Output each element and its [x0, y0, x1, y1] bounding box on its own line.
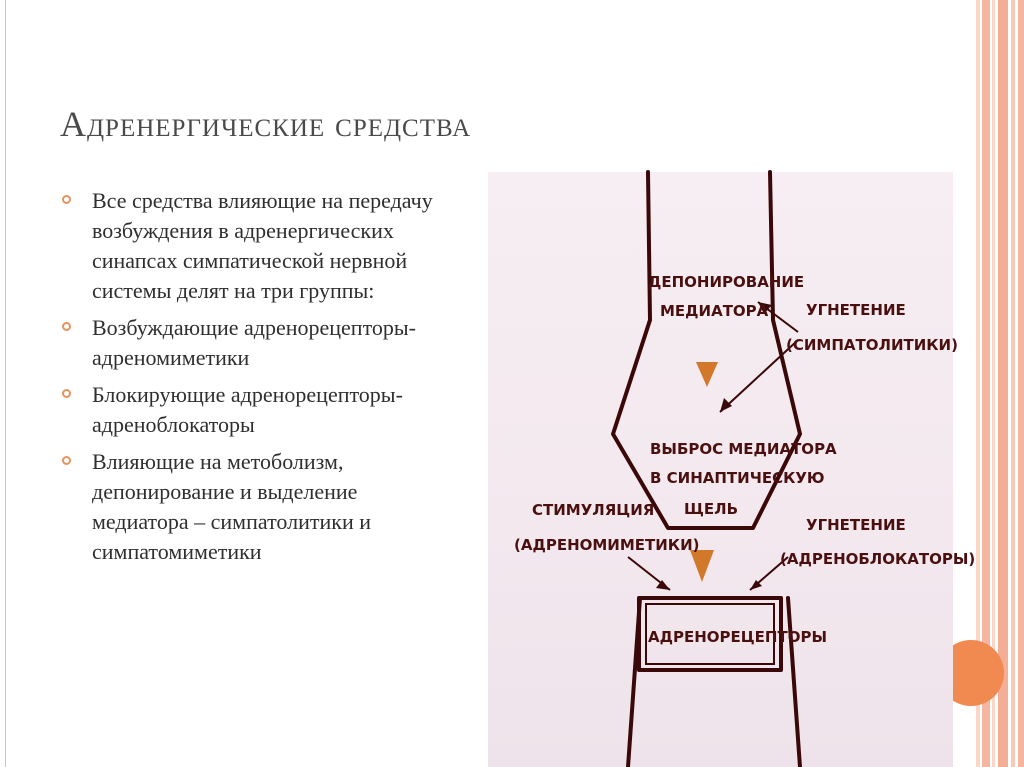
bullet-list: [62, 186, 457, 574]
slide-title: Адренергические средства: [60, 104, 472, 144]
release-label-2: В СИНАПТИЧЕСКУЮ: [650, 469, 825, 487]
bullet-item: [62, 380, 457, 440]
bullet-item: [62, 313, 457, 373]
left-frame-line: [5, 0, 6, 767]
bullet-text: Влияющие на метоболизм, депонирование и выделение медиатора – симпатолитики и симпатомиметики: [92, 449, 371, 564]
receptors-label: АДРЕНОРЕЦЕПТОРЫ: [648, 628, 827, 646]
synapse-diagram-photo: [488, 172, 976, 767]
bullet-item: [62, 447, 457, 567]
stimulation-label-2: (АДРЕНОМИМЕТИКИ): [514, 536, 700, 554]
bullet-text: Возбуждающие адренорецепторы- адреномиметики: [92, 315, 417, 370]
inhibition2-label-2: (АДРЕНОБЛОКАТОРЫ): [780, 550, 976, 568]
release-label-1: ВЫБРОС МЕДИАТОРА: [650, 440, 837, 458]
bullet-ring-icon: [62, 389, 71, 398]
bullet-item: [62, 186, 457, 306]
bullet-ring-icon: [62, 456, 71, 465]
bullet-text: Блокирующие адренорецепторы- адреноблокаторы: [92, 382, 403, 437]
bullet-ring-icon: [62, 195, 71, 204]
depot-label-1: ДЕПОНИРОВАНИЕ: [648, 273, 805, 291]
inhibition2-label-1: УГНЕТЕНИЕ: [806, 516, 906, 534]
bullet-text: Все средства влияющие на передачу возбуждения в адренергических синапсах симпатической нервной системы делят на три группы:: [92, 188, 433, 303]
bullet-ring-icon: [62, 322, 71, 331]
flow-triangle-2: [690, 550, 714, 582]
inhibition-label-1: УГНЕТЕНИЕ: [806, 301, 906, 319]
inhibition-label-2: (СИМПАТОЛИТИКИ): [786, 336, 958, 354]
release-label-3: ЩЕЛЬ: [684, 500, 739, 518]
flow-triangle-1: [696, 362, 718, 387]
stimulation-label-1: СТИМУЛЯЦИЯ: [532, 501, 655, 519]
synapse-diagram: [488, 172, 976, 767]
depot-label-2: МЕДИАТОРА: [660, 302, 769, 320]
